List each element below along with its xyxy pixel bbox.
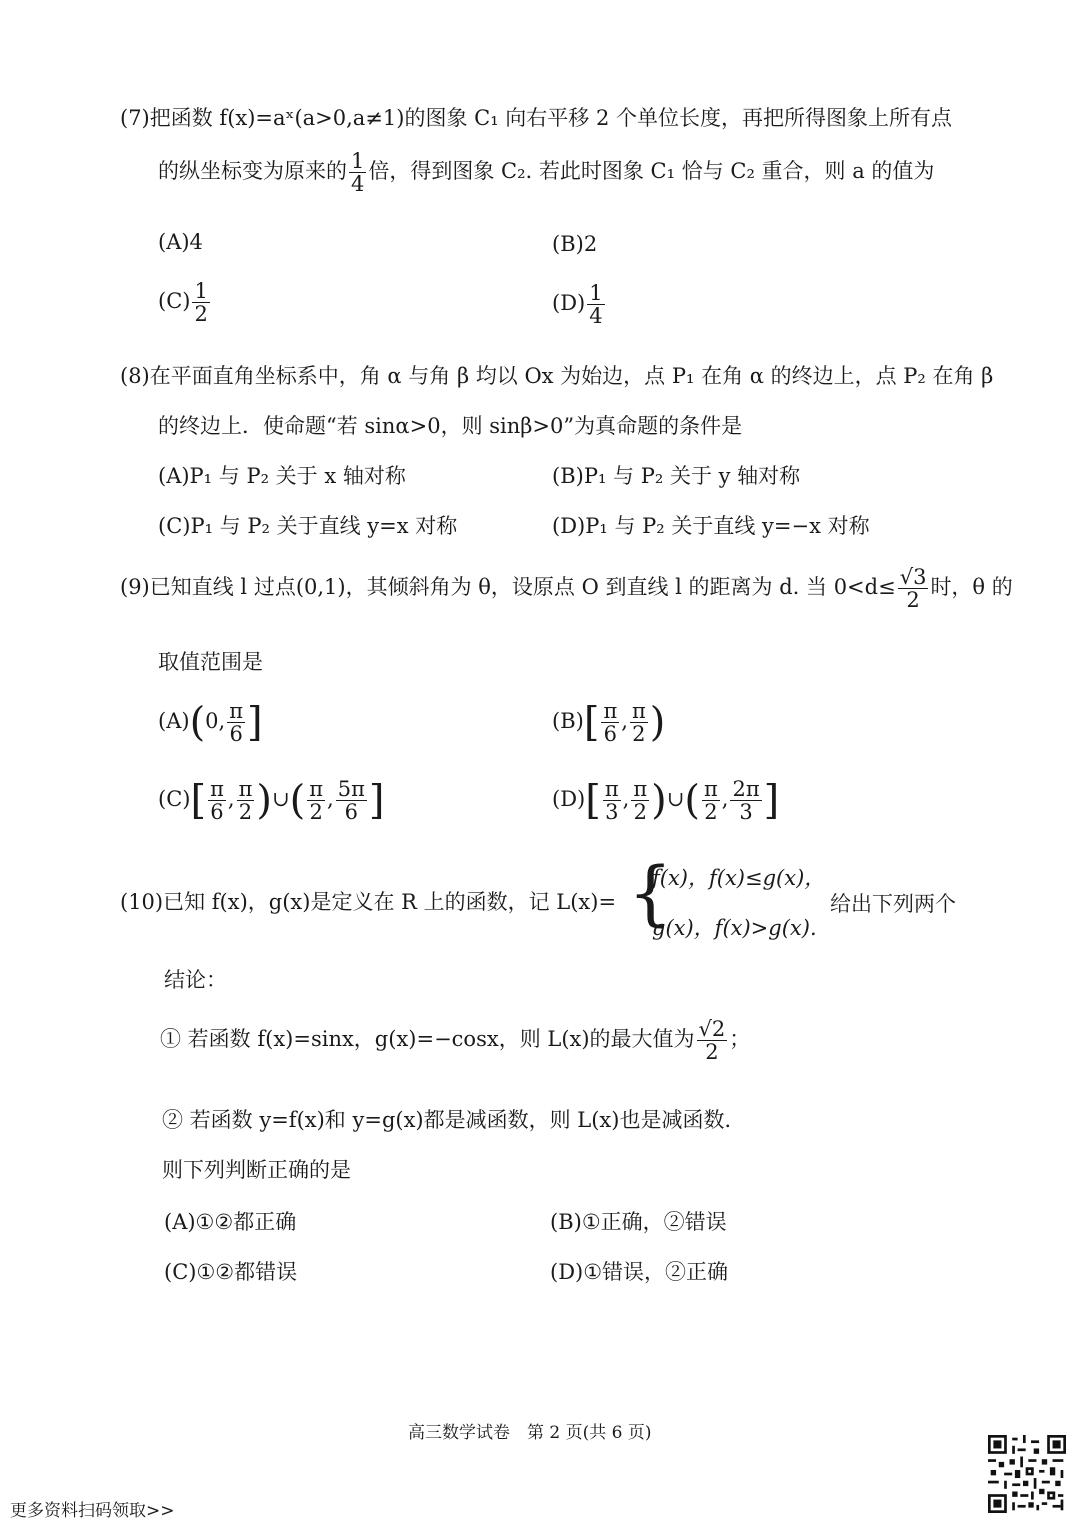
fraction-one-quarter: $\frac{1}{4}$ xyxy=(351,149,365,197)
fraction-sqrt3-over-2: $\frac{√3}{2}$ xyxy=(899,565,927,613)
q10-conclusion-1: ① 若函数 f(x)=sinx，g(x)=−cosx，则 L(x)的最大值为 $\frac{√2}{2}$ ； xyxy=(160,1017,751,1065)
q9-line2: 取值范围是 xyxy=(158,650,263,674)
q10-option-b: (B)①正确，②错误 xyxy=(550,1210,727,1234)
q8-option-d: (D)P₁ 与 P₂ 关于直线 y=−x 对称 xyxy=(552,514,870,538)
q10-option-a: (A)①②都正确 xyxy=(164,1210,297,1234)
q10-case-2: g(x)，f(x)>g(x). xyxy=(652,916,817,940)
q7-option-c: (C) $\frac{1}{2}$ xyxy=(158,279,208,327)
fraction-one-quarter: $\frac{1}{4}$ xyxy=(589,281,603,329)
q10-option-d: (D)①错误，②正确 xyxy=(550,1260,729,1284)
q10-line5: 则下列判断正确的是 xyxy=(162,1158,351,1182)
q10-conclusion-2: ② 若函数 y=f(x)和 y=g(x)都是减函数，则 L(x)也是减函数． xyxy=(162,1108,746,1132)
q7-option-a: (A)4 xyxy=(158,230,203,254)
q9-option-c: (C)[ $\frac{\pi}{6}$ , $\frac{\pi}{2}$ )∪( $\frac{\pi}{2}$ , $\frac{5\pi}{6}$ ] xyxy=(158,777,385,825)
q8-line1: (8)在平面直角坐标系中，角 α 与角 β 均以 Ox 为始边，点 P₁ 在角 α 的终边上，点 P₂ 在角 β xyxy=(120,364,994,388)
fraction-one-half: $\frac{1}{2}$ xyxy=(194,279,208,327)
piecewise-brace: { xyxy=(628,852,673,934)
q9-line1: (9)已知直线 l 过点(0,1)，其倾斜角为 θ，设原点 O 到直线 l 的距离为 d. 当 0<d≤ $\frac{√3}{2}$ 时，θ 的 xyxy=(120,565,1013,613)
q8-option-b: (B)P₁ 与 P₂ 关于 y 轴对称 xyxy=(552,464,801,488)
page-footer: 高三数学试卷 第 2 页(共 6 页) xyxy=(408,1423,652,1443)
q8-line2: 的终边上．使命题“若 sinα>0，则 sinβ>0”为真命题的条件是 xyxy=(158,414,743,438)
q10-option-c: (C)①②都错误 xyxy=(164,1260,298,1284)
q10-line2: 结论： xyxy=(164,968,227,992)
q7-line2 xyxy=(158,150,934,195)
q10-case-1: f(x)，f(x)≤g(x)， xyxy=(652,866,826,890)
q7-option-d: (D) $\frac{1}{4}$ xyxy=(552,281,603,329)
qr-code-icon[interactable] xyxy=(988,1435,1066,1513)
more-resources-link[interactable]: 更多资料扫码领取>> xyxy=(10,1501,175,1521)
q10-line1-b: 给出下列两个 xyxy=(830,892,956,916)
q7-line1: (7)把函数 f(x)=aˣ(a>0,a≠1)的图象 C₁ 向右平移 2 个单位长度，再把所得图象上所有点 xyxy=(120,106,952,130)
q8-option-c: (C)P₁ 与 P₂ 关于直线 y=x 对称 xyxy=(158,514,458,538)
q7-line2-a: 的纵坐标变为原来的 xyxy=(158,159,347,184)
q9-option-a: (A)(0, $\frac{\pi}{6}$ ] xyxy=(158,699,263,747)
q8-option-a: (A)P₁ 与 P₂ 关于 x 轴对称 xyxy=(158,464,406,488)
q10-line1-a: (10)已知 f(x)，g(x)是定义在 R 上的函数，记 L(x)= xyxy=(120,890,617,914)
fraction-sqrt2-over-2: $\frac{√2}{2}$ xyxy=(698,1017,726,1065)
q9-option-d: (D)[ $\frac{\pi}{3}$ , $\frac{\pi}{2}$ )∪( $\frac{\pi}{2}$ , $\frac{2\pi}{3}$ ] xyxy=(552,777,780,825)
q7-option-b: (B)2 xyxy=(552,232,598,256)
q9-option-b: (B)[ $\frac{\pi}{6}$ , $\frac{\pi}{2}$ ) xyxy=(552,699,666,747)
q7-line2-b: 倍，得到图象 C₂. 若此时图象 C₁ 恰与 C₂ 重合，则 a 的值为 xyxy=(368,159,935,184)
